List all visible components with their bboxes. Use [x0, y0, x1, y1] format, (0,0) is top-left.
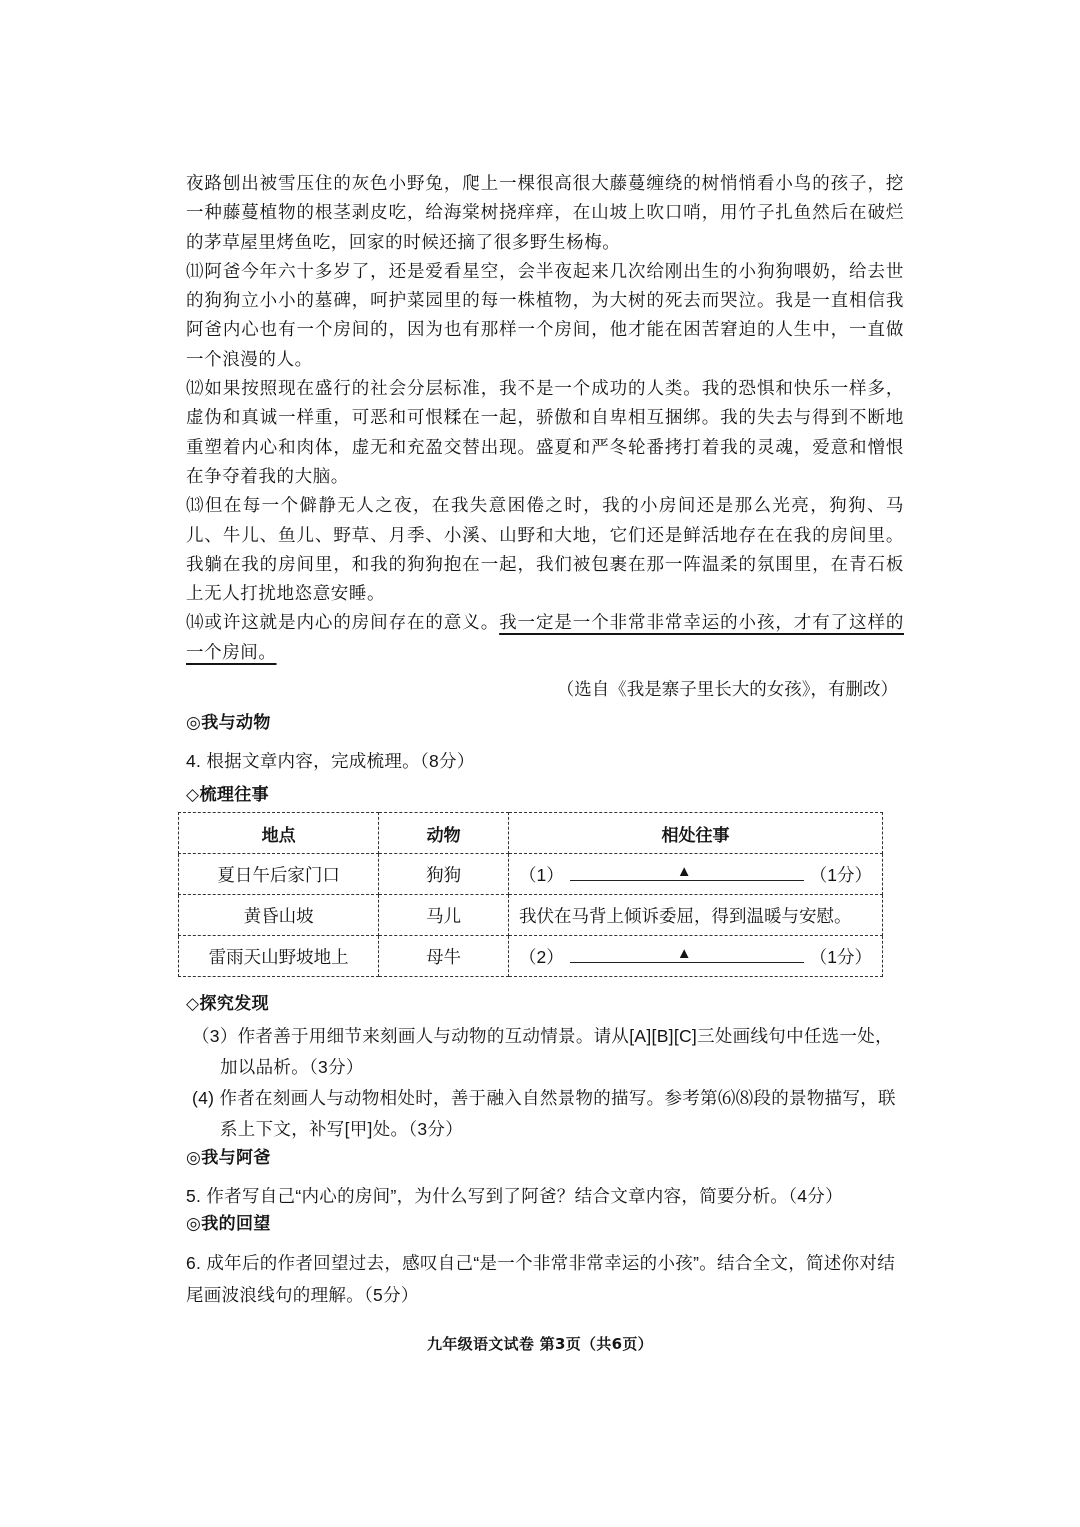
question-4-sub-3: （3）作者善于用细节来刻画人与动物的互动情景。请从[A][B][C]三处画线句中任选一处，加以品析。（3分） — [192, 1026, 893, 1078]
exam-page — [186, 170, 904, 1311]
triangle-marker-icon: ▲ — [676, 944, 692, 962]
table-header-row — [179, 813, 883, 854]
table-row — [179, 854, 883, 895]
section-title-lookback: ◎我的回望 — [186, 1214, 271, 1235]
passage-source: （选自《我是寨子里长大的女孩》，有删改） — [556, 680, 898, 701]
section-title-dad: ◎我与阿爸 — [186, 1148, 271, 1169]
table-row — [179, 895, 883, 936]
row3-animal: 母牛 — [379, 936, 509, 977]
row1-event-blank[interactable] — [509, 854, 883, 895]
blank-2-score: （1分） — [809, 946, 872, 967]
row2-place: 黄昏山坡 — [179, 895, 379, 936]
table-row — [179, 936, 883, 977]
question-5: 5. 作者写自己“内心的房间”，为什么写到了阿爸？结合文章内容，简要分析。（4分） — [186, 1186, 843, 1207]
header-animal: 动物 — [379, 813, 509, 854]
row1-animal: 狗狗 — [379, 854, 509, 895]
answer-line-1[interactable] — [570, 862, 804, 881]
blank-1-score: （1分） — [809, 864, 872, 885]
row3-event-blank[interactable] — [509, 936, 883, 977]
row2-event: 我伏在马背上倾诉委屈，得到温暖与安慰。 — [509, 895, 883, 936]
row1-place: 夏日午后家门口 — [179, 854, 379, 895]
question-6: 6. 成年后的作者回望过去，感叹自己“是一个非常非常幸运的小孩”。结合全文，简述你对结尾画波浪线句的理解。（5分） — [186, 1253, 896, 1306]
wavy-underlined-sentence: 我一定是一个非常非常幸运的小孩，才有了这样的一个房间。 — [186, 613, 904, 663]
sort-memories-title: ◇梳理往事 — [186, 785, 270, 806]
section-title-animals: ◎我与动物 — [186, 713, 271, 734]
memories-table — [178, 812, 883, 977]
blank-2-label: （2） — [519, 946, 564, 967]
passage-paragraph-11: ⑾阿爸今年六十多岁了，还是爱看星空，会半夜起来几次给刚出生的小狗狗喂奶，给去世的狗狗立小小的墓碑，呵护菜园里的每一株植物，为大树的死去而哭泣。我是一直相信我阿爸内心也有一个房间的，因为也有那样一个房间，他才能在困苦窘迫的人生中，一直做一个浪漫的人。 — [186, 261, 904, 370]
row3-place: 雷雨天山野坡地上 — [179, 936, 379, 977]
question-4-sub-4: (4) 作者在刻画人与动物相处时，善于融入自然景物的描写。参考第⑹⑻段的景物描写，联系上下文，补写[甲]处。（3分） — [192, 1088, 896, 1140]
answer-line-2[interactable] — [570, 944, 804, 963]
passage-paragraph-13: ⒀但在每一个僻静无人之夜，在我失意困倦之时，我的小房间还是那么光亮，狗狗、马儿、牛儿、鱼儿、野草、月季、小溪、山野和大地，它们还是鲜活地存在在我的房间里。我躺在我的房间里，和我的狗狗抱在一起，我们被包裹在那一阵温柔的氛围里，在青石板上无人打扰地恣意安睡。 — [186, 496, 904, 605]
blank-1-label: （1） — [519, 864, 564, 885]
passage-paragraph-12: ⑿如果按照现在盛行的社会分层标准，我不是一个成功的人类。我的恐惧和快乐一样多，虚伪和真诚一样重，可恶和可恨糅在一起，骄傲和自卑相互捆绑。我的失去与得到不断地重塑着内心和肉体，虚无和充盈交替出现。盛夏和严冬轮番拷打着我的灵魂，爱意和憎恨在争夺着我的大脑。 — [186, 379, 904, 487]
passage-paragraph-14 — [186, 609, 904, 668]
question-4-stem: 4. 根据文章内容，完成梳理。（8分） — [186, 751, 475, 772]
paragraph-14-plain: ⒁或许这就是内心的房间存在的意义。 — [186, 613, 500, 634]
page-footer: 九年级语文试卷 第3页（共6页） — [427, 1335, 653, 1353]
header-place: 地点 — [179, 813, 379, 854]
row2-animal: 马儿 — [379, 895, 509, 936]
explore-title: ◇探究发现 — [186, 994, 270, 1015]
passage-paragraph-intro: 夜路刨出被雪压住的灰色小野兔，爬上一棵很高很大藤蔓缠绕的树悄悄看小鸟的孩子，挖一种藤蔓植物的根茎剥皮吃，给海棠树挠痒痒，在山坡上吹口哨，用竹子扎鱼然后在破烂的茅草屋里烤鱼吃，回家的时候还摘了很多野生杨梅。 — [186, 174, 904, 253]
triangle-marker-icon: ▲ — [676, 862, 692, 880]
header-event: 相处往事 — [509, 813, 883, 854]
